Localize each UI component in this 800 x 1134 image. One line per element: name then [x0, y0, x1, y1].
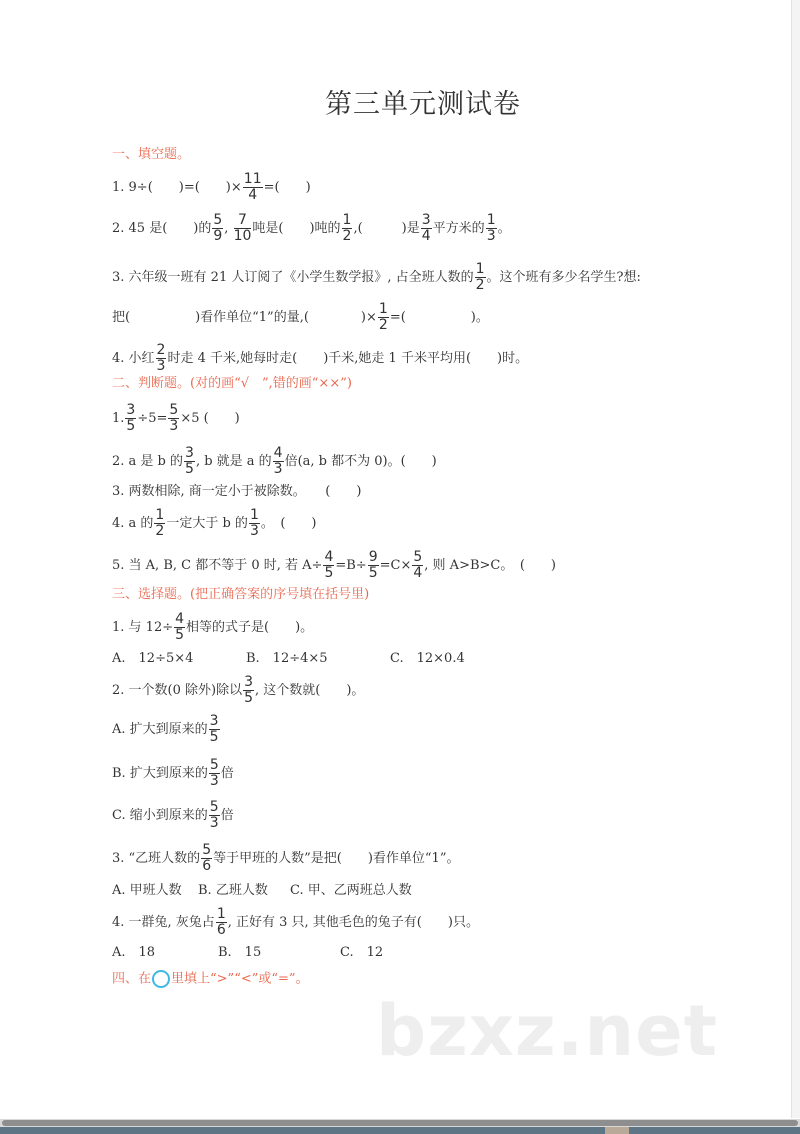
- option-c: C. 甲、乙两班总人数: [290, 883, 412, 898]
- choice-3-options: [112, 883, 412, 899]
- choice-2-option-a: A. 扩大到原来的 $\frac{3}{5}$: [112, 713, 219, 745]
- section-heading-fill-in: 一、填空题。: [112, 147, 191, 162]
- question-fill-1: 1. 9÷( )=( )× $\frac{11}{4}$ =( ): [112, 171, 311, 203]
- choice-2-option-c: C. 缩小到原来的 $\frac{5}{3}$ 倍: [112, 799, 234, 831]
- option-a: A. 12÷5×4: [112, 651, 194, 666]
- fraction: $\frac{11}{4}$: [243, 171, 262, 203]
- section-heading-compare: 四、在 里填上“>”“<”或“=”。: [112, 971, 309, 987]
- question-fill-3: 3. 六年级一班有 21 人订阅了《小学生数学报》, 占全班人数的 $\frac{1}{2}$ 。这个班有多少名学生?想:: [112, 261, 641, 293]
- question-fill-4: 4. 小红 $\frac{2}{3}$ 时走 4 千米,她每时走( )千米,她走 1 千米平均用( )时。: [112, 342, 529, 374]
- question-fill-2: 2. 45 是( )的 $\frac{5}{9}$ , $\frac{7}{10}$ 吨是( )吨的 $\frac{1}{2}$ ,( )是 $\frac{3}{4}$ 平方米的 $\frac{1}{3}$ 。: [112, 212, 511, 244]
- option-a: A. 18: [112, 945, 156, 960]
- taskbar: [0, 1127, 800, 1134]
- question-judge-5: 5. 当 A, B, C 都不等于 0 时, 若 A÷ $\frac{4}{5}$ =B÷ $\frac{9}{5}$ =C× $\frac{5}{4}$ , 则 A>B>C。 ( ): [112, 549, 556, 581]
- choice-4-options: [112, 945, 383, 961]
- question-choice-2: 2. 一个数(0 除外)除以 $\frac{3}{5}$ , 这个数就( )。: [112, 674, 365, 706]
- vertical-scrollbar[interactable]: [791, 0, 800, 1118]
- circle-icon: [152, 970, 170, 988]
- option-c: C. 12×0.4: [390, 651, 465, 666]
- option-c: C. 12: [340, 945, 384, 960]
- question-choice-4: 4. 一群兔, 灰兔占 $\frac{1}{6}$ , 正好有 3 只, 其他毛色的兔子有( )只。: [112, 906, 479, 938]
- choice-2-option-b: B. 扩大到原来的 $\frac{5}{3}$ 倍: [112, 757, 234, 789]
- question-judge-4: 4. a 的 $\frac{1}{2}$ 一定大于 b 的 $\frac{1}{3}$ 。 ( ): [112, 507, 317, 539]
- option-b: B. 15: [218, 945, 262, 960]
- question-choice-1: 1. 与 12÷ $\frac{4}{5}$ 相等的式子是( )。: [112, 611, 314, 643]
- choice-1-options: [112, 651, 465, 667]
- horizontal-scrollbar-thumb[interactable]: [2, 1120, 798, 1126]
- watermark: bzxz.net: [376, 990, 719, 1072]
- page-title: 第三单元测试卷: [325, 89, 521, 120]
- question-fill-3-hint: 把( )看作单位“1”的量,( )× $\frac{1}{2}$ =( )。: [112, 301, 489, 333]
- question-choice-3: 3. “乙班人数的 $\frac{5}{6}$ 等于甲班的人数”是把( )看作单位“1”。: [112, 842, 460, 874]
- option-b: B. 12÷4×5: [246, 651, 328, 666]
- section-heading-choice: 三、选择题。(把正确答案的序号填在括号里): [112, 587, 370, 602]
- taskbar-app-icon[interactable]: [605, 1127, 629, 1134]
- question-judge-3: 3. 两数相除, 商一定小于被除数。 ( ): [112, 484, 362, 499]
- question-judge-2: 2. a 是 b 的 $\frac{3}{5}$ , b 就是 a 的 $\frac{4}{3}$ 倍(a, b 都不为 0)。( ): [112, 445, 437, 477]
- option-a: A. 甲班人数: [112, 883, 182, 898]
- section-heading-judge: 二、判断题。(对的画“√ ”,错的画“××”): [112, 376, 352, 391]
- question-judge-1: 1. $\frac{3}{5}$ ÷5= $\frac{5}{3}$ ×5 ( ): [112, 402, 240, 434]
- option-b: B. 乙班人数: [198, 883, 268, 898]
